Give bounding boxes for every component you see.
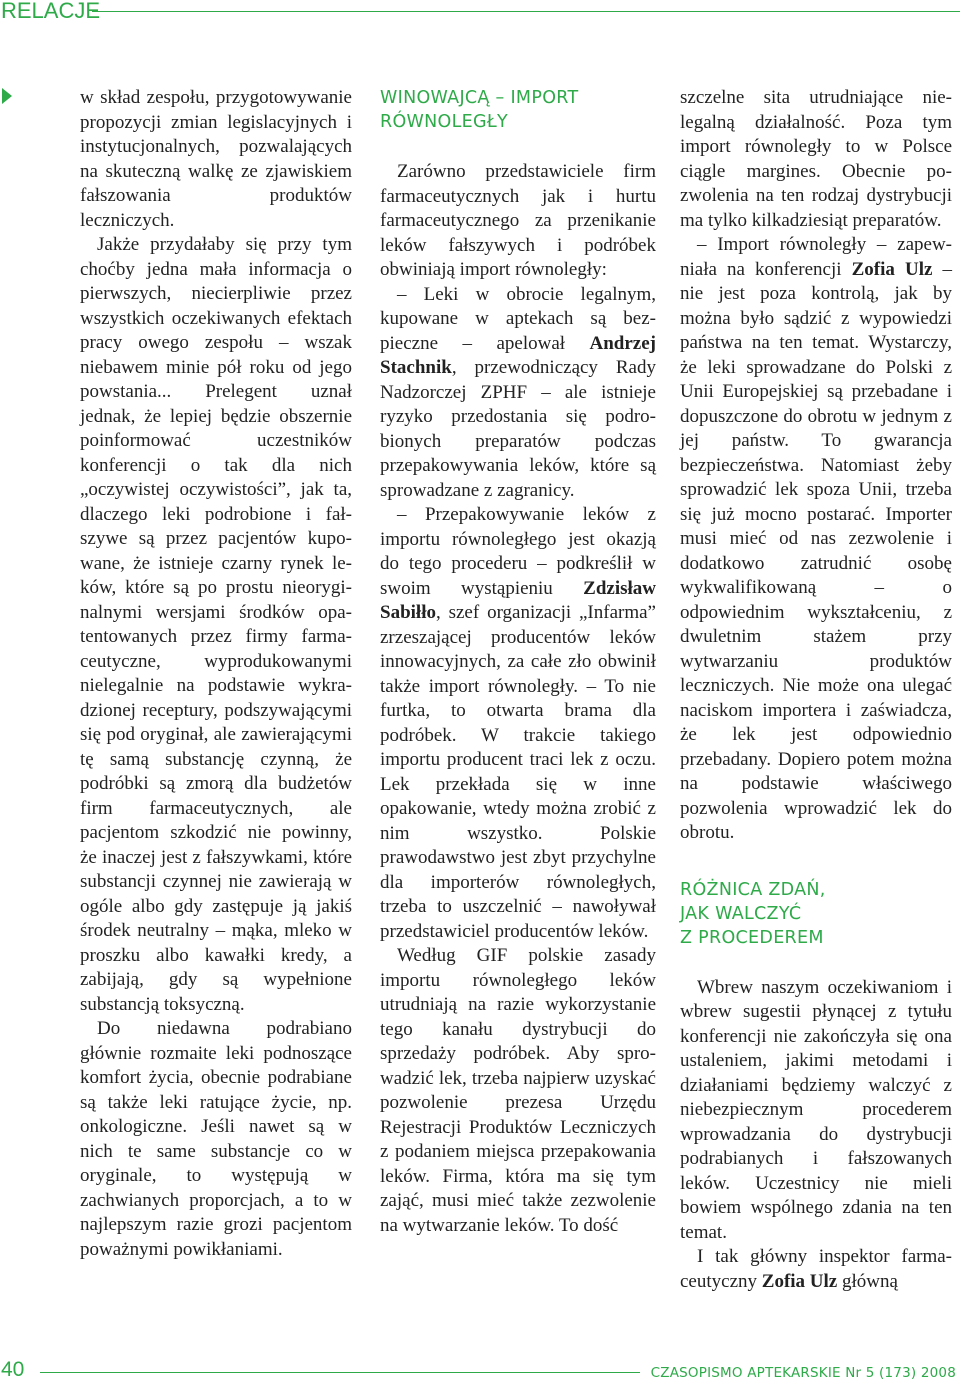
article-column-1 [80, 86, 352, 1262]
subheading-line: RÓŻNICA ZDAŃ, [680, 879, 826, 900]
subheading [680, 878, 952, 950]
paragraph: Według GIF polskie zasady importu równoległego leków utrudniają na razie wykorzystanie tego kanału dystrybucji do sprzedaży podróbek. Aby sprowadzić lek, trzeba najpierw uzyskać pozwolenie prezesa Urzędu Rejestracji Produktów Leczniczych z podaniem miejsca przepakowania leków. Firma, która ma się tym zająć, musi mieć także zezwolenie na wytwarzanie leków. To dość [380, 945, 656, 1236]
paragraph-text: , przewodniczący Rady Nadzorczej ZPHF – ale istnieje ryzyko przedostania się podrobionych preparatów podczas przepakowywania leków, które są sprowadzane z zagranicy. [380, 357, 656, 501]
page-number: 40 [1, 1358, 25, 1381]
paragraph-text: , szef organizacji „Infarma” zrzeszającej producentów leków innowacyjnych, za całe zło obwinił także import równoległy. – To nie furtka, to otwarta brama dla podróbek. W trakcie takiego importu producent traci lek z oczu. Lek przekłada się w inne opakowanie, wtedy można zrobić z nim wszystko. Polskie prawodawstwo jest zbyt przychylne dla importerów równoległych, trzeba to uszczelnić – nawoływał przedstawiciel producentów leków. [380, 602, 656, 942]
subheading-line: JAK WALCZYĆ [680, 903, 802, 924]
footer-rule [40, 1372, 640, 1373]
paragraph: Zarówno przedstawiciele firm farmaceutycznych jak i hurtu farmaceutycznego za przenikanie leków fałszywych i podróbek obwiniają import równoległy: [380, 161, 656, 280]
paragraph-text: I tak główny inspektor farmaceutyczny [680, 1246, 952, 1292]
article-column-3 [680, 86, 952, 1294]
paragraph: szczelne sita utrudniające nielegalną działalność. Poza tym import równoległy to w Polsce ciągle margines. Obecnie pozwolenia na ten rodzaj dystrybucji ma tylko kilkadziesiąt preparatów. [680, 87, 952, 231]
journal-title: CZASOPISMO APTEKARSKIE Nr 5 (173) 2008 [650, 1365, 956, 1381]
paragraph-text: – Leki w obrocie legalnym, kupowane w aptekach są bezpieczne – apelował [380, 283, 656, 354]
paragraph: Jakże przydałaby się przy tym choćby jedna mała informacja o pierwszych, niecierpliwie przez wszystkich oczekiwanych efektach pracy owego zespołu – wszak niebawem minie pół roku od jego powstania... Prelegent uznał jednak, że lepiej będzie obszernie poinformować uczestników konferencji o tak dla nich „oczywistej oczywistości”, jak ta, dlaczego leki podrobione i fałszywe są przez pacjentów kupowane, że istnieje czarny rynek leków, które są po prostu nieoryginalnymi wersjami środków opatentowanych przez firmy farmaceutyczne, wyprodukowanymi nielegalnie na podstawie wykradzionej receptury, podszywającymi się pod oryginał, ale zawierającymi tę samą substancję czynną, że podróbki są zmorą dla budżetów firm farmaceutycznych, ale pacjentom szkodzić nie powinny, że inaczej jest z fałszywkami, które substancji czynnej nie zawierają w ogóle albo gdy zastępuje ją jakiś środek neutralny – mąka, mleko w proszku albo kawałki kredy, a zabijają, gdy są wypełnione substancją toksyczną. [80, 234, 352, 1015]
subheading: WINOWAJCĄ – IMPORT RÓWNOLEGŁY [380, 88, 579, 132]
header-rule [92, 11, 960, 12]
paragraph: Do niedawna podrabiano głównie rozmaite leki podnoszące komfort życia, obecnie podrabiane są także leki ratujące życie, np. onkologiczne. Jeśli nawet są w nich te same substancje co w oryginale, to występują w zachwianych proporcjach, a to w najlepszym razie grozi pacjentom poważnymi powikłaniami. [80, 1018, 352, 1260]
person-name: Zofia Ulz [851, 258, 933, 280]
paragraph: Wbrew naszym oczekiwaniom i wbrew sugestii płynącej z tytułu konferencji nie zakończyła się ona ustaleniem, jakimi metodami i działaniami będziemy walczyć z niebezpiecznym procederem wprowadzania do dystrybucji podrabianych i fałszowanych leków. Uczestnicy nie mieli bowiem wspólnego zdania na ten temat. [680, 976, 952, 1243]
article-column-2 [380, 86, 656, 1238]
section-label: RELACJE [1, 0, 101, 23]
paragraph: w skład zespołu, przygotowywanie propozycji zmian legislacyjnych i instytucjonalnych, pozwalających na skuteczną walkę ze zjawiskiem fałszowania produktów leczniczych. [80, 87, 352, 231]
paragraph [380, 503, 656, 944]
paragraph-text: – Przepakowywanie leków z importu równoległego jest okazją do tego procederu – podkreślił w swoim wystąpieniu [380, 504, 656, 599]
subheading-line: Z PROCEDEREM [680, 927, 824, 948]
person-name: Zdzisław Sabiłło [380, 577, 656, 623]
paragraph-text: główną [837, 1270, 898, 1292]
paragraph [680, 1245, 952, 1294]
person-name: Zofia Ulz [761, 1270, 838, 1292]
paragraph-text: – Import równoległy – zapewniała na konferencji [680, 234, 952, 280]
paragraph [680, 233, 952, 846]
paragraph [380, 283, 656, 504]
paragraph-text: – nie jest poza kontrolą, jak by można było sądzić z wypowiedzi państwa na ten temat. Wystarczy, że leki sprowadzane do Polski z Unii Europejskiej są przebadane i dopuszczone do obrotu w jednym z jej państw. To gwarancja bezpieczeństwa. Natomiast żeby sprowadzić lek spoza Unii, trzeba się już mocno postarać. Importer musi mieć od nas zezwolenie i dodatkowo zatrudnić osobę wykwalifikowaną – o odpowiednim wykształceniu, z dwuletnim stażem przy wytwarzaniu produktów leczniczych. Nie może ona ulegać naciskom importera i zaświadcza, że lek jest odpowiednio przebadany. Dopiero potem można na podstawie właściwego pozwolenia wprowadzić lek do obrotu. [680, 258, 953, 843]
person-name: Andrzej Stachnik [380, 332, 656, 378]
continuation-arrow-icon [2, 88, 12, 104]
